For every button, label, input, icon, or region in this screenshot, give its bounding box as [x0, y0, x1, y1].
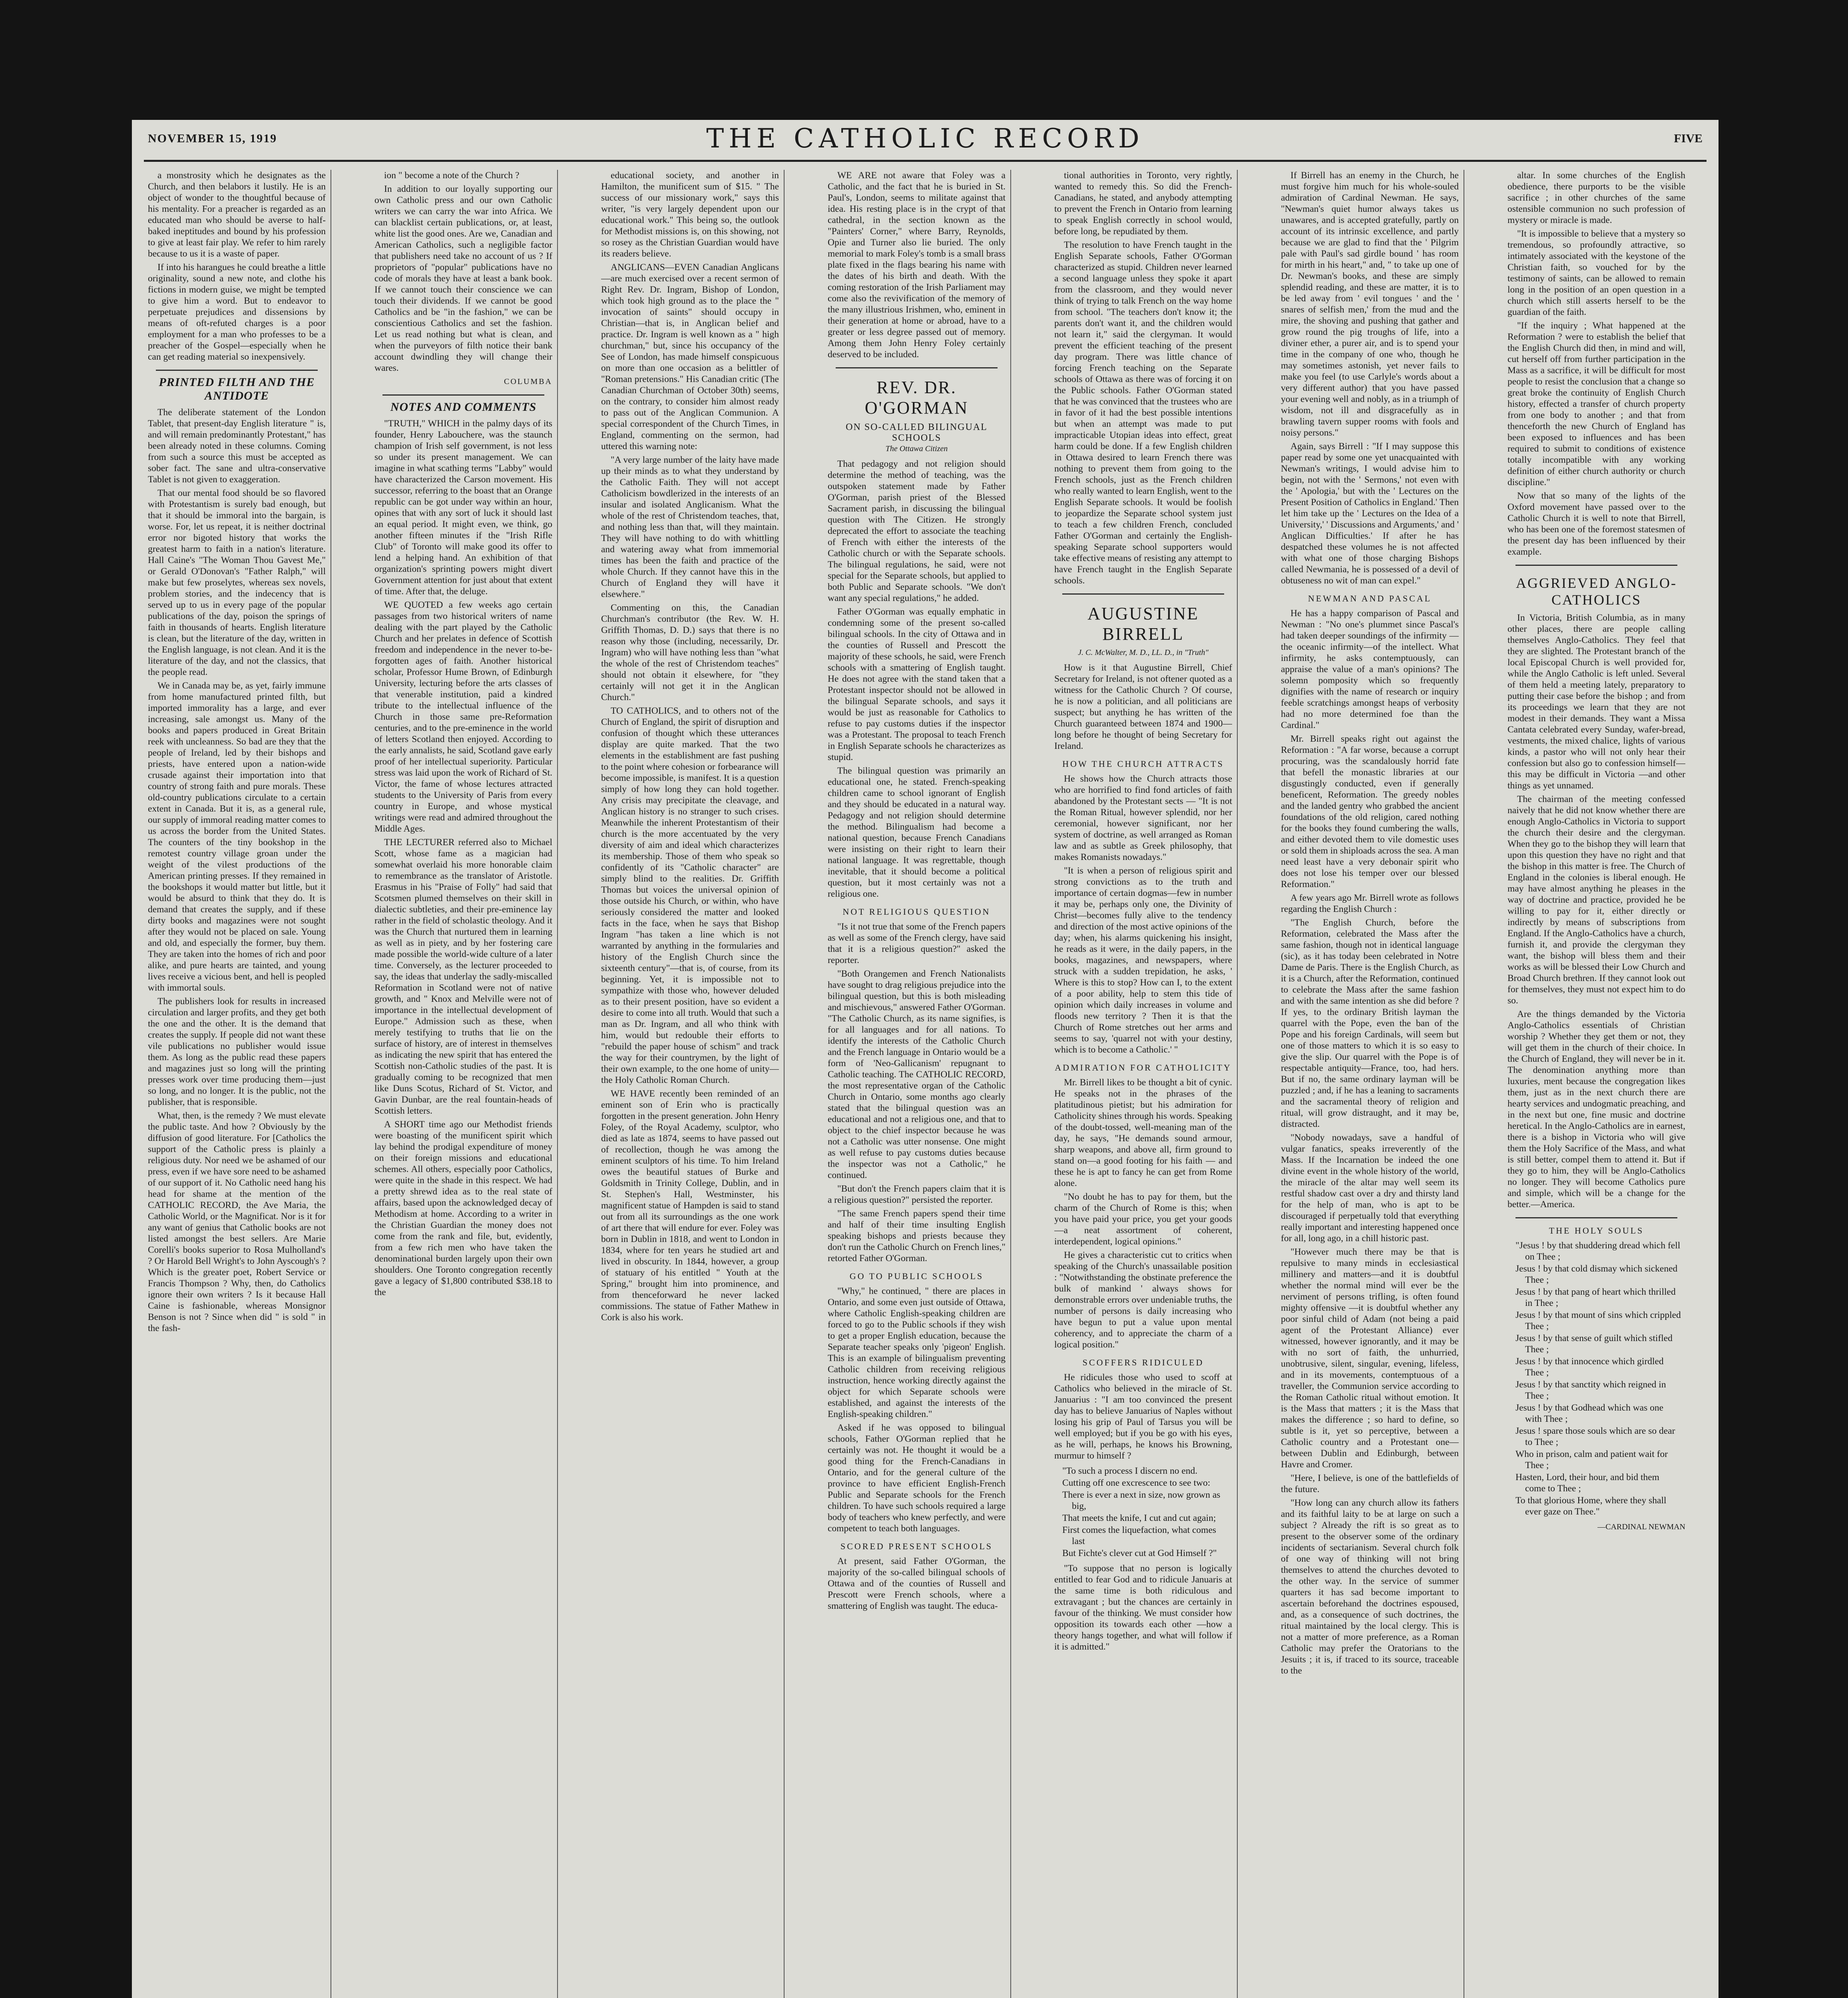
- paragraph: The bilingual question was primarily an educational one, he stated. French-speaking children came to school ignorant of English and they should be educated in a natural way. Pedagogy and not religion should determine the method. Bilingualism had become a national question, because French Canadians were insisting on their right to learn their national language. It was regrettable, though inevitable, that it should become a political question, but it most certainly was not a religious one.: [828, 766, 1006, 899]
- paragraph: We in Canada may be, as yet, fairly immune from home manufactured printed filth, but imported immorality has a large, and ever increasing, sale amongst us. Many of the books and papers produced in Great Britain reek with uncleanness. So bad are they that the people of Ireland, led by their bishops and priests, have entered upon a nation-wide crusade against their importation into that country of strong faith and pure morals. These old-country publications circulate to a certain extent in Canada. But it is, as a general rule, our supply of immoral reading matter comes to us across the border from the United States. The counters of the tiny bookshop in the remotest country village groan under the weight of the vilest productions of the American printing presses. If they remained in the bookshops it would matter but little, but it would be absurd to think that they do. It is demand that creates the supply, and if these dirty books and magazines were not sought after they would not be placed on sale. Young and old, and especially the former, buy them. They are taken into the homes of rich and poor alike, and pure hearts are tainted, and young lives receive a vicious bent, and hell is peopled with immortal souls.: [148, 681, 326, 993]
- paragraph: The deliberate statement of the London Tablet, that present-day English literature " is, and will remain predominantly Protestant," has been already noted in these columns. Coming from such a source this must be accepted as sober fact. The sane and ultra-conservative Tablet is not given to exaggeration.: [148, 407, 326, 485]
- paragraph: He gives a characteristic cut to critics when speaking of the Church's unassailable position : "Notwithstanding the obstinate preference the bulk of mankind ' always shows for demonstrable errors over undeniable truths, the number of persons is daily increasing who have begun to put a value upon mental coherency, and to appreciate the charm of a logical position.": [1054, 1250, 1232, 1350]
- paragraph: Now that so many of the lights of the Oxford movement have passed over to the Catholic Church it is well to note that Birrell, who has been one of the foremost statesmen of the present day has been influenced by their example.: [1507, 491, 1685, 557]
- verse-line: Jesus ! by that Godhead which was one with Thee ;: [1515, 1403, 1664, 1424]
- paragraph: "Nobody nowadays, save a handful of vulgar fanatics, speaks irreverently of the Mass. If the Incarnation be indeed the one divine event in the whole history of the world, the miracle of the altar may well seem its restful shadow cast over a dry and thirsty land for the help of man, who is apt to be discouraged if perpetually told that everything really important and interesting happened once for all, long ago, in a chill historic past.: [1281, 1132, 1459, 1244]
- headline-augustine-birrell: AUGUSTINE BIRRELL: [1087, 604, 1199, 644]
- verse-quote: [1062, 1465, 1228, 1559]
- paragraph: "Both Orangemen and French Nationalists have sought to drag religious prejudice into the bilingual question, but this is both misleading and mischievous," answered Father O'Gorman. "The Catholic Church, as its name signifies, is for all languages and for all nations. To identify the interests of the Catholic Church and the French language in Ontario would be a form of 'Neo-Gallicanism' repugnant to Catholic teaching. The CATHOLIC RECORD, the most representative organ of the Catholic Church in Ontario, some months ago clearly stated that the bilingual question was an educational and not a religious one, and that to object to the chief inspector because he was not a Catholic was utter nonsense. One might as well refuse to pay customs duties because the inspector was not a Catholic," he continued.: [828, 969, 1006, 1180]
- paragraph: "To suppose that no person is logically entitled to fear God and to ridicule Januaris at the same time is both ridiculous and extravagant ; but the chances are certainly in favour of the thinking. We must consider how opposition its towards each other —how a theory hangs together, and what will follow if it is admitted.": [1054, 1563, 1232, 1652]
- paragraph: ion " become a note of the Church ?: [384, 170, 520, 181]
- paragraph: "The English Church, before the Reformation, celebrated the Mass after the same fashion, though not in identical language (sic), as it has today been celebrated in Notre Dame de Paris. There is the English Church, as it is a Church, after the Reformation, continued to celebrate the Mass after the same fashion and with the same intention as she did before ? If yes, to the ordinary British layman the quarrel with the Pope, even the ban of the Pope and his foreign Cardinals, will seem but one of those matters to which it is so easy to give the slip. Our quarrel with the Pope is of respectable antiquity—France, too, had hers. But if no, the same ordinary layman will be puzzled ; and, if he has a leaning to sacraments and the sacramental theory of religion and ritual, will grow distraught, and it may be, distracted.: [1281, 917, 1459, 1129]
- paper-title: THE CATHOLIC RECORD: [706, 123, 1144, 154]
- subhead-go-to-public-schools: GO TO PUBLIC SCHOOLS: [849, 1271, 984, 1281]
- headline-aggrieved-anglo-catholics: AGGRIEVED ANGLO-CATHOLICS: [1516, 575, 1677, 608]
- paragraph: WE ARE not aware that Foley was a Catholic, and the fact that he is buried in St. Paul's, London, seems to militate against that idea. His resting place is in the crypt of that cathedral, in the section known as the "Painters' Corner," where Barry, Reynolds, Opie and Turner also lie buried. The only memorial to mark Foley's tomb is a small brass plate fixed in the flags bearing his name with the dates of his birth and death. With the coming restoration of the Irish Parliament may come also the revivification of the memory of the many illustrious Irishmen, who, eminent in their generation at home or abroad, have to a greater or less degree passed out of memory. Among them John Henry Foley certainly deserved to be included.: [828, 170, 1006, 360]
- paragraph: He has a happy comparison of Pascal and Newman : "No one's plummet since Pascal's had taken deeper soundings of the infirmity — the oceanic infirmity—of the intellect. What infirmity, he asks contemptuously, can appraise the value of a man's opinions? The solemn pomposity which so frequently dignifies with the name of research or inquiry feeble scratchings amongst heaps of verbosity had no more determined foe than the Cardinal.": [1281, 608, 1459, 730]
- paragraph: altar. In some churches of the English obedience, there purports to be the visible sacrifice ; in other churches of the same ostensible communion no such profession of mystery or miracle is made.: [1507, 170, 1685, 225]
- paragraph: The chairman of the meeting confessed naively that he did not know whether there are enough Anglo-Catholics in Victoria to support the church their desire and the clergyman. When they go to the bishop they will learn that upon this question they have no right and that the bishop in this matter is free. The Church of England in the colonies is liberal enough. He may have almost anything he pleases in the way of doctrine and practice, provided he be willing to pay for it, either directly or indirectly by means of subscriptions from England. If the Anglo-Catholics have a church, furnish it, and provide the clergyman they want, the bishop will bless them and their works as will be blessed their Low Church and Broad Church brethren. If they cannot look out for themselves, they must not expect him to do so.: [1507, 794, 1685, 1006]
- paragraph: Asked if he was opposed to bilingual schools, Father O'Gorman replied that he certainly was not. He thought it would be a good thing for the French-Canadians in Ontario, and for the general culture of the province to have efficient English-French Public and Separate schools for the French children. To have such schools required a large body of teachers who knew perfectly, and were competent to teach both languages.: [828, 1423, 1006, 1534]
- paragraph: "Is it not true that some of the French papers as well as some of the French clergy, have said that it is a religious question?" asked the reporter.: [828, 921, 1006, 965]
- paragraph: "Here, I believe, is one of the battlefields of the future.: [1281, 1473, 1459, 1495]
- column-6: [1281, 170, 1459, 1998]
- section-rule: [1515, 1217, 1677, 1218]
- verse-line: Jesus ! by that mount of sins which crippled Thee ;: [1515, 1310, 1681, 1331]
- paragraph: Father O'Gorman was equally emphatic in condemning some of the present so-called bilingual schools. In the city of Ottawa and in the counties of Russell and Prescott the majority of these schools, he said, were French schools with a smattering of English taught. He does not agree with the stand taken that a Protestant inspector should not be allowed in the bilingual Separate schools, and says it would be just as reasonable for Catholics to refuse to pay customs duties if the inspector was a Protestant. The proposal to teach French in English Separate schools he characterizes as stupid.: [828, 607, 1006, 762]
- paragraph: He ridicules those who used to scoff at Catholics who believed in the miracle of St. Januarius : "I am too convinced the present day has to believe Januarius of Naples without losing his grip of Paul of Tarsus you will be well employed; but if you be go with his eyes, as he will, perhaps, he knows his Browning, murmur to himself ?: [1054, 1372, 1232, 1461]
- paragraph: "The same French papers spend their time and half of their time insulting English speaking bishops and priests because they don't run the Catholic Church on French lines," retorted Father O'Gorman.: [828, 1208, 1006, 1264]
- verse-line: Jesus ! by that pang of heart which thrilled in Thee ;: [1515, 1287, 1676, 1308]
- column-4: [828, 170, 1006, 1998]
- verse-line: That meets the knife, I cut and cut again;: [1062, 1513, 1216, 1523]
- headline-notes-and-comments: NOTES AND COMMENTS: [390, 400, 537, 414]
- verse-line: There is ever a next in size, now grown as big,: [1062, 1490, 1221, 1511]
- paragraph: What, then, is the remedy ? We must elevate the public taste. And how ? Obviously by the diffusion of good literature. For [Catholics the support of the Catholic press is plainly a religious duty. Nor need we be ashamed of our press, even if we have sore need to be ashamed of our support of it. No Catholic need hang his head for shame at the mention of the CATHOLIC RECORD, the Ave Maria, the Catholic World, or the Magnificat. Nor is it for any want of genius that Catholic books are not listed amongst the best sellers. Are Marie Corelli's books superior to Rosa Mulholland's ? Or Harold Bell Wright's to John Ayscough's ? Which is the greater poet, Robert Service or Francis Thompson ? Why, then, do Catholics ignore their own writers ? Is it because Hall Caine is fashionable, whereas Monsignor Benson is not ? Since when did " is sold " in the fash-: [148, 1110, 326, 1333]
- headline-printed-filth: PRINTED FILTH AND THE ANTIDOTE: [159, 376, 315, 402]
- paragraph: The resolution to have French taught in the English Separate schools, Father O'Gorman characterized as stupid. Children never learned a second language unless they spoke it apart from the classroom, and they would never think of trying to talk French on the way home from school. "The teachers don't know it; the parents don't want it, and the children would not learn it," said the clergyman. It would prevent the efficient teaching of the present day program. There was little chance of forcing French teaching on the Separate schools of Ottawa as there was of forcing it on the Public schools. Father O'Gorman stated that he was convinced that the trustees who are in favor of it had the best possible intentions but when an attempt was made to put impracticable Utopian ideas into effect, great harm could be done. If a few English children in Ottawa desired to learn French there was nothing to prevent them from going to the French schools, just as the French children who really wanted to learn English, went to the English Separate schools. It would be foolish to jeopardize the Separate school system just to teach a few children French, concluded Father O'Gorman and certainly the English-speaking Separate school supporters would take effective means of resisting any attempt to have French taught in the English Separate schools.: [1054, 240, 1232, 586]
- poem-holy-souls: [1515, 1240, 1681, 1517]
- paragraph: A SHORT time ago our Methodist friends were boasting of the munificent spirit which lay behind the prodigal expenditure of money on their foreign missions and educational schemes. All others, especially poor Catholics, were quite in the shade in this respect. We had a pretty shrewd idea as to the real state of affairs, based upon the acknowledged decay of Methodism at home. According to a writer in the Christian Guardian the money does not come from the rank and file, but, evidently, from a few rich men who have taken the denominational burden largely upon their own shoulders. One Toronto congregation recently gave a legacy of $1,800 contributed $38.18 to the: [374, 1119, 552, 1298]
- paragraph: How is it that Augustine Birrell, Chief Secretary for Ireland, is not oftener quoted as a witness for the Catholic Church ? Of course, he is now a politician, and all politicians are suspect; but anything he has written of the Church guaranteed between 1874 and 1900—long before he thought of being Secretary for Ireland.: [1054, 663, 1232, 751]
- paragraph: The publishers look for results in increased circulation and larger profits, and they get both the one and the other. It is the demand that creates the supply. If people did not want these vile publications no publisher would issue them. As long as the public read these papers and magazines just so long will the printing presses work over time producing them—just so long, and no longer. It is the public, not the publisher, that is responsible.: [148, 996, 326, 1107]
- subhead-how-church-attracts: HOW THE CHURCH ATTRACTS: [1062, 759, 1224, 769]
- subheadline-bilingual-schools: ON SO-CALLED BILINGUAL SCHOOLS: [846, 422, 988, 443]
- paragraph: He shows how the Church attracts those who are horrified to find fond articles of faith abandoned by the Protestant sects — "It is not the Roman Ritual, however splendid, nor her ceremonial, however significant, nor her system of doctrine, as well arranged as Roman law and as subtle as Greek philosophy, that makes Romanists nowadays.": [1054, 774, 1232, 862]
- subhead-admiration-catholicity: ADMIRATION FOR CATHOLICITY: [1055, 1063, 1232, 1073]
- paragraph: a monstrosity which he designates as the Church, and then belabors it lustily. He is an object of wonder to the thoughtful because of his mentality. For a preacher is regarded as an educated man who should be averse to half-baked ineptitudes and bound by his profession to give at least fair play. We refer to him rarely because to us it is a waste of paper.: [148, 170, 326, 259]
- verse-line: Cutting off one excrescence to see two:: [1062, 1478, 1211, 1488]
- paragraph: "If the inquiry ; What happened at the Reformation ? were to establish the belief that the English Church did then, in mind and will, cut herself off from further participation in the Mass as a sacrifice, it will be difficult for most people to resist the conclusion that a change so great broke the continuity of English Church history, effected a transfer of church property from one body to another ; and that from thenceforth the new Church of England has been exposed to influences and has been required to submit to conditions of existence totally incompatible with any working definition of either church authority or church discipline.": [1507, 320, 1685, 488]
- verse-line: Hasten, Lord, their hour, and bid them come to Thee ;: [1515, 1472, 1659, 1494]
- paragraph: Mr. Birrell likes to be thought a bit of cynic. He speaks not in the phrases of the platitudinous pietist; but his admiration for Catholicity shines through his words. Speaking of the doubt-tossed, well-meaning man of the day, he says, "He demands sound armour, sharp weapons, and above all, firm ground to stand on—a good footing for his faith — and these he is apt to fancy he can get from Rome alone.: [1054, 1077, 1232, 1188]
- paragraph: Again, says Birrell : "If I may suppose this paper read by some one yet unacquainted with Newman's writings, I would advise him to begin, not with the ' Sermons,' not even with the ' Apologia,' but with the ' Lectures on the Present Position of Catholics in England.' Then let him take up the ' Lectures on the Idea of a University,' ' Discussions and Arguments,' and ' Anglican Difficulties.' If after he has despatched these volumes he is not affected with what one of those charging Bishops called Newmania, he is possessed of a devil of obtuseness no wit of man can expel.": [1281, 441, 1459, 586]
- paragraph: Are the things demanded by the Victoria Anglo-Catholics essentials of Christian worship ? Whether they get them or not, they will get them in the church of their choice. In the Church of England, they will never be in it. The denomination anything more than luxuries, ment because the congregation likes them, just as in the next church there are hearty services and undogmatic preaching, and in the next but one, fine music and doctrine heretical. In the Anglo-Catholics are in earnest, there is a bishop in Victoria who will give them the Holy Sacrifice of the Mass, and what is still better, compel them to attend it. But if they go to him, they will be Anglo-Catholics no longer. They will become Catholics pure and simple, which will be a change for the better.—America.: [1507, 1009, 1685, 1210]
- paragraph: "Why," he continued, " there are places in Ontario, and some even just outside of Ottawa, where Catholic English-speaking children are forced to go to the Public schools if they wish to get a proper English education, because the Separate teacher speaks only 'pigeon' English. This is an example of bilingualism preventing Catholic children from receiving religious instruction, hence working directly against the object for which Separate schools were established, and against the interests of the English-speaking children.": [828, 1286, 1006, 1419]
- paragraph: "How long can any church allow its fathers and its faithful laity to be at large on such a subject ? Already the rift is so great as to present to the observer some of the ordinary incidents of sectarianism. Several church folk of one way of thinking will not bring themselves to attend the churches devoted to the other way. In the service of summer quarters it has sad become important to ascertain beforehand the doctrines espoused, and, as a consequence of such doctrines, the ritual maintained by the local clergy. This is not a matter of more preference, as a Roman Catholic may prefer the Oratorians to the Jesuits ; it is, if traced to its source, traceable to the: [1281, 1498, 1459, 1676]
- subhead-scored-present-schools: SCORED PRESENT SCHOOLS: [840, 1541, 993, 1551]
- paragraph: tional authorities in Toronto, very rightly, wanted to remedy this. So did the French-Canadians, he stated, and anybody attempting to prevent the French in Ontario from learning to speak English correctly in school would, before long, be repudiated by them.: [1054, 170, 1232, 237]
- verse-line: Jesus ! by that sense of guilt which stifled Thee ;: [1515, 1333, 1673, 1355]
- paragraph: A few years ago Mr. Birrell wrote as follows regarding the English Church :: [1281, 893, 1459, 914]
- column-divider: [1237, 170, 1238, 1998]
- column-7: [1507, 170, 1685, 1998]
- issue-date: NOVEMBER 15, 1919: [148, 132, 277, 145]
- verse-line: Jesus ! by that sanctity which reigned in Thee ;: [1515, 1379, 1666, 1401]
- paragraph: TO CATHOLICS, and to others not of the Church of England, the spirit of disruption and confusion of thought which these utterances display are quite marked. That the two elements in the establishment are fast pushing to the point where cohesion or forbearance will become impossible, is manifest. It is a question simply of how long they can hold together. Any crisis may precipitate the cleavage, and Anglican history is no stranger to such crises. Meanwhile the inherent Protestantism of their church is the more accentuated by the very diversity of aim and ideal which characterizes its membership. Those of them who speak so confidently of its "Catholic character" are simply blind to the realities. Dr. Griffith Thomas but voices the universal opinion of those outside his Church, or within, who have seriously considered the matter and looked facts in the face, when he says that Bishop Ingram "has taken a line which is not warranted by anything in the formularies and history of the English Church since the sixteenth century"—that is, of course, from its beginning. Yet, it is impossible not to sympathize with those who, however deluded as to their present position, have so evident a desire to come into all truth. Would that such a man as Dr. Ingram, and all who think with him, would but redouble their efforts to "rebuild the paper house of schism" and track the way for their countrymen, by the light of their own example, to the one home of unity—the Holy Catholic Roman Church.: [601, 706, 779, 1085]
- paragraph: "However much there may be that is repulsive to many minds in ecclesiastical millinery and matters—and it is doubtful whether the normal mind will ever be the nerviment of persons trifling, is often found mighty offensive —it is doubtful whether any poor sinful child of Adam (not being a paid agent of the Protestant Alliance) ever witnessed, however ignorantly, and it may be with no sort of faith, the unhurried, unobtrusive, silent, singular, evening, lifeless, and in its movements, contemptuous of a traveller, the Communion service according to the Roman Catholic ritual without emotion. It is the Mass that matters ; it is the Mass that makes the difference ; so hard to define, so subtle is it, yet so perceptive, between a Catholic country and a Protestant one—between Dublin and Edinburgh, between Havre and Cromer.: [1281, 1247, 1459, 1470]
- section-rule: [1062, 593, 1224, 595]
- section-rule: [382, 394, 544, 396]
- paragraph: Mr. Birrell speaks right out against the Reformation : "A far worse, because a corrupt procuring, was the scandalously horrid fate that befell the monastic libraries at our disgustingly conducted, even if generally beneficent, Reformation. The greedy nobles and the landed gentry who grabbed the ancient foundations of the old religion, cared nothing for the books they found cumbering the walls, and either devoted them to vile domestic uses or sold them in shiploads across the sea. A man need least have a very debonair spirit who does not lose his temper over our blessed Reformation.": [1281, 734, 1459, 890]
- verse-line: Jesus ! spare those souls which are so dear to Thee ;: [1515, 1426, 1675, 1447]
- paragraph: If into his harangues he could breathe a little originality, sound a new note, and clothe his fictions in modern guise, we might be tempted to give him a word. But to endeavor to perpetuate prejudices and dissensions by means of oft-refuted charges is a poor employment for a man who professes to be a preacher of the Gospel—especially when he can get reading material so inexpensively.: [148, 262, 326, 362]
- paragraph: That our mental food should be so flavored with Protestantism is surely bad enough, but that it should be immoral into the bargain, is worse. For, let us repeat, it is neither doctrinal error nor bigoted history that works the greatest harm to faith in a nation's literature. Hall Caine's "The Woman Thou Gavest Me," or Gerald O'Donovan's "Father Ralph," will make but few proselytes, whereas sex novels, problem stories, and the indecency that is served up to us in every page of the popular publications of the day, poison the springs of faith in thousands of hearts. English literature is clean, but the literature of the day, written in the English language, is not clean. And it is the literature of the day, and not the classics, that the people read.: [148, 488, 326, 677]
- verse-line: Jesus ! by that cold dismay which sickened Thee ;: [1515, 1264, 1678, 1285]
- verse-line: "To such a process I discern no end.: [1062, 1466, 1198, 1476]
- verse-line: To that glorious Home, where they shall ever gaze on Thee.": [1515, 1495, 1667, 1517]
- column-divider: [557, 170, 558, 1998]
- paragraph: That pedagogy and not religion should determine the method of teaching, was the outspoken statement made by Father O'Gorman, parish priest of the Blessed Sacrament parish, in discussing the bilingual question with The Citizen. He strongly deprecated the effort to associate the teaching of French with either the interests of the Catholic church or with the Separate schools. The bilingual regulations, he said, were not special for the Separate schools, but applied to both Public and Separate schools. "We don't want any special regulations," he added.: [828, 459, 1006, 603]
- paragraph: WE QUOTED a few weeks ago certain passages from two historical writers of name dealing with the part played by the Catholic Church and her prelates in defence of Scottish freedom and independence in the never to-be-forgotten ages of faith. Another historical scholar, Professor Hume Brown, of Edinburgh University, lecturing before the arts classes of that venerable institution, paid a kindred tribute to the intellectual influence of the Church in those same pre-Reformation centuries, and to the pre-eminence in the world of letters Scotland then enjoyed. According to the early annalists, he said, Scotland gave early proof of her intellectual superiority. Particular stress was laid upon the work of Richard of St. Victor, the fame of whose lectures attracted students to the University of Paris from every country in Europe, and whose mystical writings were read and admired throughout the Middle Ages.: [374, 600, 552, 834]
- paragraph: "It is impossible to believe that a mystery so tremendous, so profoundly attractive, so intimately associated with the keystone of the Christian faith, so vouched for by the testimony of saints, can be allowed to remain long in the position of an open question in a church which still asserts herself to be the guardian of the faith.: [1507, 229, 1685, 317]
- paragraph: "But don't the French papers claim that it is a religious question?" persisted the reporter.: [828, 1184, 1006, 1205]
- masthead-rule: [144, 160, 1707, 162]
- signature-columba: COLUMBA: [504, 377, 552, 386]
- paragraph: "TRUTH," WHICH in the palmy days of its founder, Henry Labouchere, was the staunch champion of Irish self government, is not less so under its present management. We can imagine in what scathing terms "Labby" would have characterized the Carson movement. His successor, referring to the boast that an Orange republic can be got under way within an hour, opines that with any sort of luck it should last an equal period. It might even, we think, go another fifteen minutes if the "Irish Rifle Club" of Toronto will make good its offer to lend a helping hand. An exhibition of that organization's sprinting powers might divert Government attention for just about that extent of time. After that, the deluge.: [374, 418, 552, 597]
- page-number: FIVE: [1674, 132, 1703, 145]
- verse-line: Who in prison, calm and patient wait for Thee ;: [1515, 1449, 1668, 1471]
- masthead: [132, 120, 1719, 164]
- column-1: [148, 170, 326, 1998]
- paragraph: "It is when a person of religious spirit and strong convictions as to the truth and importance of certain dogmas—few in number it may be, perhaps only one, the Divinity of Christ—becomes fully alive to the tendency and direction of the most active opinions of the day; when, his alarms quickening his insight, he reads as it were, in the daily papers, in the books, magazines, and newspapers, where struck with a sudden trepidation, he asks, ' Where is this to stop? How can I, to the extent of a poor ability, help to stem this tide of opinion which daily increases in volume and floods new territory ? Then it is that the Church of Rome stretches out her arms and seems to say, 'quarrel not with your destiny, which is to become a Catholic.' ": [1054, 866, 1232, 1055]
- section-rule: [156, 370, 318, 371]
- paragraph: If Birrell has an enemy in the Church, he must forgive him much for his whole-souled admiration of Cardinal Newman. He says, "Newman's quiet humor always takes us unawares, and is accepted gratefully, partly on account of its intrinsic excellence, and partly because we are glad to find that the ' Pilgrim pale with Paul's sad girdle bound ' has room for mirth in his heart," and, " to take up one of Dr. Newman's books, and these are simply splendid reading, and these are matter, it is to be led away from ' evil tongues ' and the ' snares of selfish men,' from the mud and the mire, the shoving and pushing that gather and grow round the pig troughs of life, into a diviner ether, a purer air, and is to spend your time in the company of one who, though he may sometimes astonish, yet never fails to make you feel (to use Carlyle's words about a very different author) that you have passed your evening well and nobly, as in a triumph of wisdom, not ill and disgracefully as in brawling tavern supper rooms with fools and noisy persons.": [1281, 170, 1459, 438]
- source-byline: J. C. McWalter, M. D., LL. D., in "Truth": [1078, 648, 1209, 657]
- verse-line: First comes the liquefaction, what comes last: [1062, 1525, 1217, 1546]
- subhead-scoffers-ridiculed: SCOFFERS RIDICULED: [1082, 1357, 1204, 1367]
- paragraph: Commenting on this, the Canadian Churchman's contributor (the Rev. W. H. Griffith Thomas, D. D.) says that there is no reason why those (including, necessarily, Dr. Ingram) who will have nothing less than "what the whole of the rest of Christendom teaches" should not obtain it elsewhere, for "they certainly will not get it in the Anglican Church.": [601, 603, 779, 702]
- subhead-newman-and-pascal: NEWMAN AND PASCAL: [1308, 593, 1432, 603]
- column-3: [601, 170, 779, 1998]
- paragraph: In Victoria, British Columbia, as in many other places, there are people calling themselves Anglo-Catholics. They feel that they are slighted. The Protestant branch of the local Episcopal Church is well provided for, while the Anglo Catholic is left unled. Several of them held a meeting lately, preparatory to putting their case before the bishop ; and from its proceedings we learn that they are not modest in their demands. They want a Missa Cantata celebrated every Sunday, wafer-bread, vestments, the mixed chalice, lights of various kinds, a pastor who will not only hear their confession but also go to confession himself—this may be difficult in Victoria —and other things as yet unnamed.: [1507, 613, 1685, 791]
- section-rule: [1515, 565, 1677, 566]
- section-rule: [836, 367, 998, 368]
- headline-rev-dr-ogorman: REV. DR. O'GORMAN: [864, 378, 969, 418]
- paragraph: At present, said Father O'Gorman, the majority of the so-called bilingual schools of Ottawa and of the counties of Russell and Prescott were French schools, where a smattering of English was taught. The educa-: [828, 1556, 1006, 1611]
- paragraph: In addition to our loyally supporting our own Catholic press and our own Catholic writers we can carry the war into Africa. We can blacklist certain publications, or, at least, white list the good ones. Are we, Canadian and American Catholics, such a negligible factor that publishers need take no account of us ? If proprietors of "popular" publications have no code of morals they have at least a bank book. If we cannot touch their conscience we can touch their dividends. If we cannot be good Catholics and be "in the fashion," we can be conscientious Catholics and set the fashion. Let us read nothing but what is clean, and when the purveyors of filth notice their bank account dwindling they will change their wares.: [374, 184, 552, 373]
- subhead-not-religious-question: NOT RELIGIOUS QUESTION: [842, 907, 991, 917]
- paragraph: THE LECTURER referred also to Michael Scott, whose fame as a magician had somewhat overlaid his more honorable claim to remembrance as the translator of Aristotle. Erasmus in his "Praise of Folly" had said that Scotsmen plumed themselves on their skill in dialectic subtleties, and their pre-eminence lay rather in the field of scholastic theology. And it was the Church that nurtured them in learning as well as in piety, and by her fostering care made possible the world-wide culture of a later time. Conversely, as the lecturer proceeded to say, the ideas that underlay the sadly-miscalled Reformation in Scotland were not of native growth, and " Knox and Melville were not of importance in the intellectual development of Europe." Admission such as these, when merely testifying to truths that lie on the surface of history, are of interest in themselves as indicating the new spirit that has entered the Scottish non-Catholic studies of the past. It is gradually coming to be recognized that men like Duns Scotus, Richard of St. Victor, and Gavin Dunbar, are the real fountain-heads of Scottish letters.: [374, 837, 552, 1116]
- verse-line: But Fichte's clever cut at God Himself ?": [1062, 1548, 1217, 1558]
- paragraph: WE HAVE recently been reminded of an eminent son of Erin who is practically forgotten in the present generation. John Henry Foley, of the Royal Academy, sculptor, who died as late as 1874, seems to have passed out of recollection, though he was among the eminent sculptors of his time. To him Ireland owes the beautiful statues of Burke and Goldsmith in Trinity College, Dublin, and in St. Stephen's Hall, Westminster, his magnificent statue of Hampden is said to stand out from all its surroundings as the one work of art there that will endure for ever. Foley was born in Dublin in 1818, and went to London in 1834, where for ten years he studied art and lived in obscurity. In 1844, however, a group of statuary of his entitled " Youth at the Spring," brought him into prominence, and from thenceforward he never lacked commissions. The statue of Father Mathew in Cork is also his work.: [601, 1089, 779, 1323]
- newspaper-page: [132, 120, 1719, 1998]
- source-byline: The Ottawa Citizen: [885, 444, 948, 453]
- column-2: [374, 170, 552, 1998]
- verse-line: "Jesus ! by that shuddering dread which fell on Thee ;: [1515, 1240, 1681, 1262]
- signature-cardinal-newman: —CARDINAL NEWMAN: [1597, 1522, 1685, 1531]
- paragraph: "A very large number of the laity have made up their minds as to what they understand by the Catholic Faith. They will not accept Catholicism bowdlerized in the interests of an insular and isolated Anglicanism. What the whole of the rest of Christendom teaches, that, and nothing less than that, will they maintain. They will have nothing to do with whittling and watering away what from immemorial times has been the faith and practice of the whole Church. If they cannot have this in the Church of England they will have it elsewhere.": [601, 455, 779, 599]
- paragraph: ANGLICANS—EVEN Canadian Anglicans—are much exercised over a recent sermon of Right Rev. Dr. Ingram, Bishop of London, which took high ground as to the place the " invocation of saints" should occupy in Christian—that is, in Anglican belief and practice. Dr. Ingram is well known as a " high churchman," but, since his occupancy of the See of London, has made himself conspicuous on more than one occasion as a belittler of "Roman pretensions." His Canadian critic (The Canadian Churchman of October 30th) seems, on the contrary, to consider him almost ready to pass out of the Anglican Communion. A special correspondent of the Church Times, in England, commenting on the sermon, had uttered this warning note:: [601, 262, 779, 452]
- headline-holy-souls: THE HOLY SOULS: [1549, 1226, 1644, 1236]
- verse-line: Jesus ! by that innocence which girdled Thee ;: [1515, 1356, 1664, 1378]
- paragraph: educational society, and another in Hamilton, the munificent sum of $15. " The success of our missionary work," says this writer, "is very largely dependent upon our educational work." This being so, the outlook for Methodist missions is, on this showing, not so rosey as the Christian Guardian would have its readers believe.: [601, 170, 779, 259]
- column-5: [1054, 170, 1232, 1998]
- paragraph: "No doubt he has to pay for them, but the charm of the Church of Rome is this; when you have paid your price, you get your goods—a neat assortment of coherent, interdependent, logical opinions.": [1054, 1192, 1232, 1247]
- column-divider: [1010, 170, 1011, 1998]
- column-divider: [784, 170, 785, 1998]
